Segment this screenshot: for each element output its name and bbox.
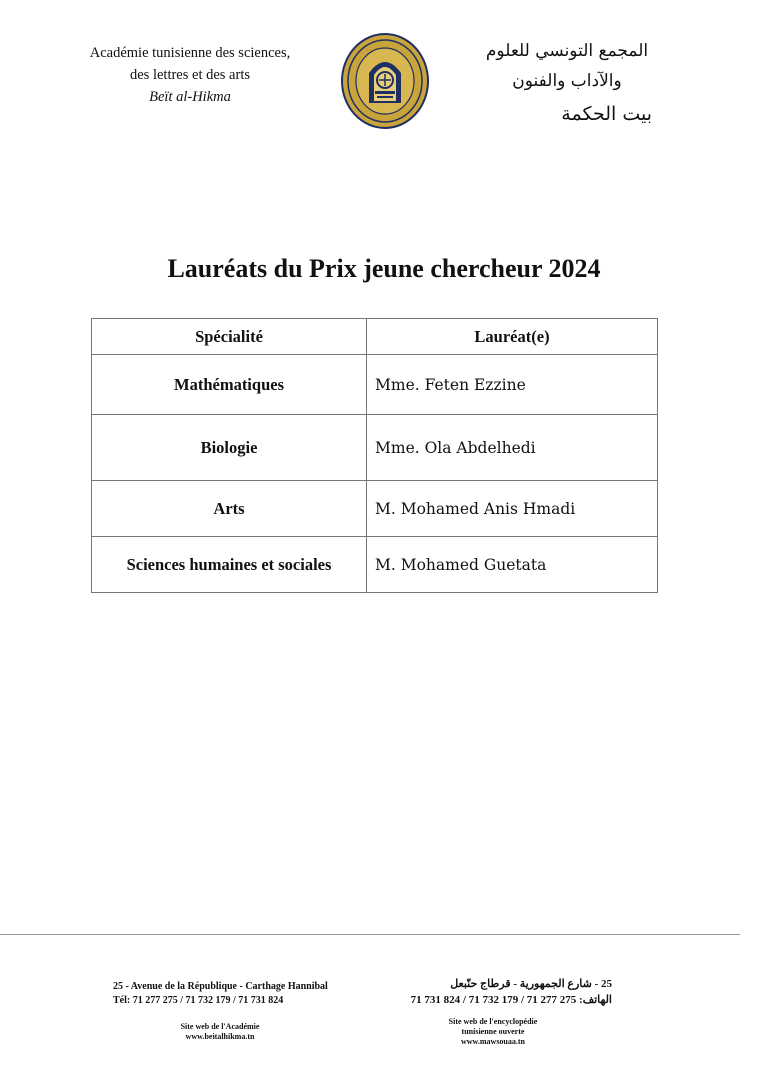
academy-name-line1: Académie tunisienne des sciences, <box>89 45 291 61</box>
speciality-cell: Sciences humaines et sociales <box>92 537 367 593</box>
speciality-cell: Arts <box>92 481 367 537</box>
academy-seal-icon <box>341 33 429 129</box>
footer-site-academy <box>170 1022 270 1042</box>
academy-name-line2: des lettres et des arts <box>130 67 250 83</box>
table-row <box>92 355 658 415</box>
laureate-cell: M. Mohamed Guetata <box>367 537 658 593</box>
column-header-laureate: Lauréat(e) <box>367 319 658 355</box>
footer-phone-fr: Tél: 71 277 275 / 71 732 179 / 71 731 824 <box>113 995 284 1006</box>
laureates-table <box>91 318 658 593</box>
academy-name-fr <box>60 42 320 108</box>
academy-name-line3: Beït al-Hikma <box>149 89 231 105</box>
table-row <box>92 415 658 481</box>
page-title: Lauréats du Prix jeune chercheur 2024 <box>167 254 601 283</box>
laureate-cell: Mme. Feten Ezzine <box>367 355 658 415</box>
laureate-cell: Mme. Ola Abdelhedi <box>367 415 658 481</box>
footer-address-fr <box>113 980 328 1008</box>
footer-site-academy-label: Site web de l'Académie <box>180 1022 260 1031</box>
footer-site-encyclopedia <box>438 1017 548 1047</box>
column-header-speciality: Spécialité <box>92 319 367 355</box>
table-row <box>92 537 658 593</box>
footer-address-fr-line: 25 - Avenue de la République - Carthage Hannibal <box>113 981 328 992</box>
footer-site-encyclopedia-label-2: tunisienne ouverte <box>461 1027 525 1036</box>
academy-name-ar-line1: المجمع التونسي للعلوم والآداب والفنون <box>485 41 649 91</box>
academy-name-ar-line2: بيت الحكمة <box>561 103 652 125</box>
laureate-cell: M. Mohamed Anis Hmadi <box>367 481 658 537</box>
table-row <box>92 481 658 537</box>
footer-site-encyclopedia-label-1: Site web de l'encyclopédie <box>448 1017 538 1026</box>
footer-address-ar-line: 25 - شارع الجمهورية - قرطاج حنّبعل <box>450 978 612 990</box>
footer-address-ar <box>372 976 612 1008</box>
academy-name-ar <box>462 36 672 125</box>
footer-phone-ar: الهاتف: 275 277 71 / 179 732 71 / 824 731 71 <box>410 994 612 1006</box>
footer-divider <box>0 934 740 935</box>
footer-site-encyclopedia-url[interactable]: www.mawsouaa.tn <box>460 1037 525 1046</box>
footer-site-academy-url[interactable]: www.beitalhikma.tn <box>185 1032 255 1041</box>
speciality-cell: Mathématiques <box>92 355 367 415</box>
table-header-row <box>92 319 658 355</box>
speciality-cell: Biologie <box>92 415 367 481</box>
